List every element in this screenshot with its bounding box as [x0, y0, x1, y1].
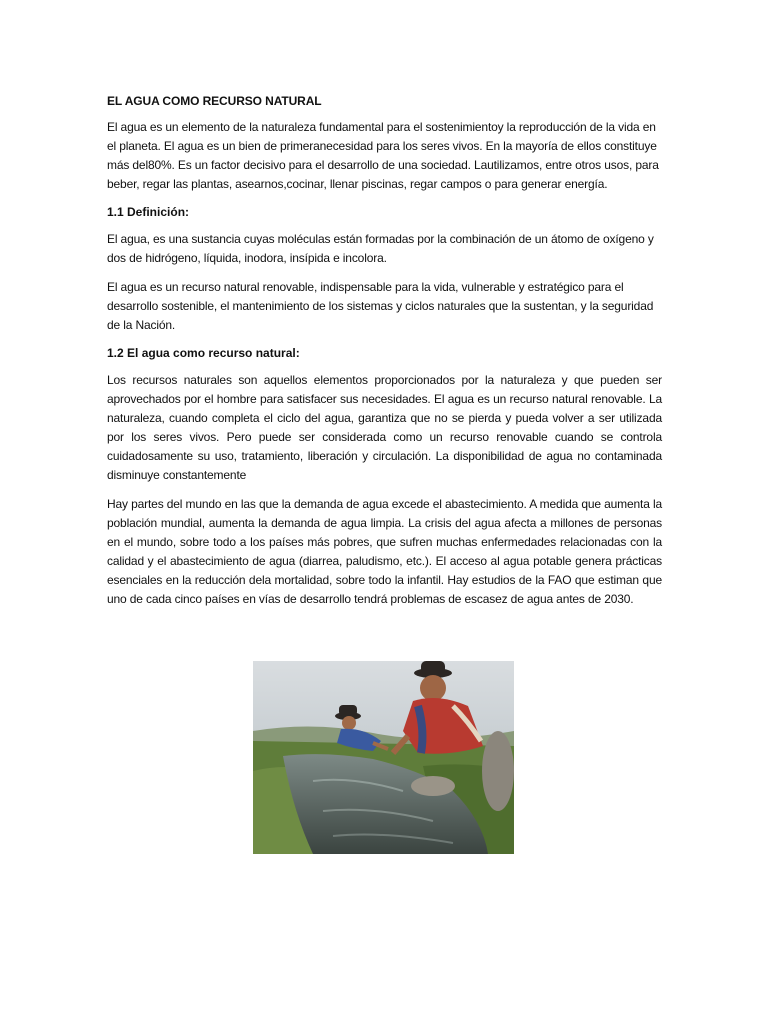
section-heading-definicion: 1.1 Definición: [107, 205, 190, 219]
section-heading-recurso-natural: 1.2 El agua como recurso natural: [107, 346, 300, 360]
renewable-paragraph: El agua es un recurso natural renovable, indispensable para la vida, vulnerable y estratégico para el desarrollo sostenible, el mantenimiento de los sistemas y ciclos naturales que la sustentan, y la seguridad de la Nación. [107, 280, 654, 332]
natural-resources-paragraph: Los recursos naturales son aquellos elementos proporcionados por la naturaleza y que pueden ser aprovechados por el hombre para satisfacer sus necesidades. El agua es un recurso natural renovable. La naturaleza, cuando completa el ciclo del agua, garantiza que no se pierda y pueda volver a ser utilizada por los seres vivos. Pero puede ser considerada como un recurso renovable cuando se controla cuidadosamente su uso, tratamiento, liberación y circulación. La disponibilidad de agua no contaminada disminuye constantemente [107, 373, 662, 482]
rock [411, 776, 455, 796]
stream-photo-illustration [253, 661, 514, 854]
rock [482, 731, 514, 811]
definition-paragraph: El agua, es una sustancia cuyas moléculas están formadas por la combinación de un átomo de oxígeno y dos de hidrógeno, líquida, inodora, insípida e incolora. [107, 232, 654, 265]
water-demand-paragraph: Hay partes del mundo en las que la demanda de agua excede el abastecimiento. A medida que aumenta la población mundial, aumenta la demanda de agua limpia. La crisis del agua afecta a millones de personas en el mundo, sobre todo a los países más pobres, que sufren muchas enfermedades relacionadas con la calidad y el abastecimiento de agua (diarrea, paludismo, etc.). El acceso al agua potable genera prácticas esenciales en la reducción dela mortalidad, sobre todo la infantil. Hay estudios de la FAO que estiman que uno de cada cinco países en vías de desarrollo tendrá problemas de escasez de agua antes de 2030. [107, 497, 662, 606]
intro-paragraph: El agua es un elemento de la naturaleza fundamental para el sostenimientoy la reproducción de la vida en el planeta. El agua es un bien de primeranecesidad para los seres vivos. En la mayoría de ellos constituye más del80%. Es un factor decisivo para el desarrollo de una sociedad. Lautilizamos, entre otros usos, para beber, regar las plantas, asearnos,cocinar, llenar piscinas, regar campos o para generar energía. [107, 120, 659, 191]
document-body [107, 93, 662, 619]
stream-photo [253, 661, 514, 854]
document-title: EL AGUA COMO RECURSO NATURAL [107, 94, 322, 108]
